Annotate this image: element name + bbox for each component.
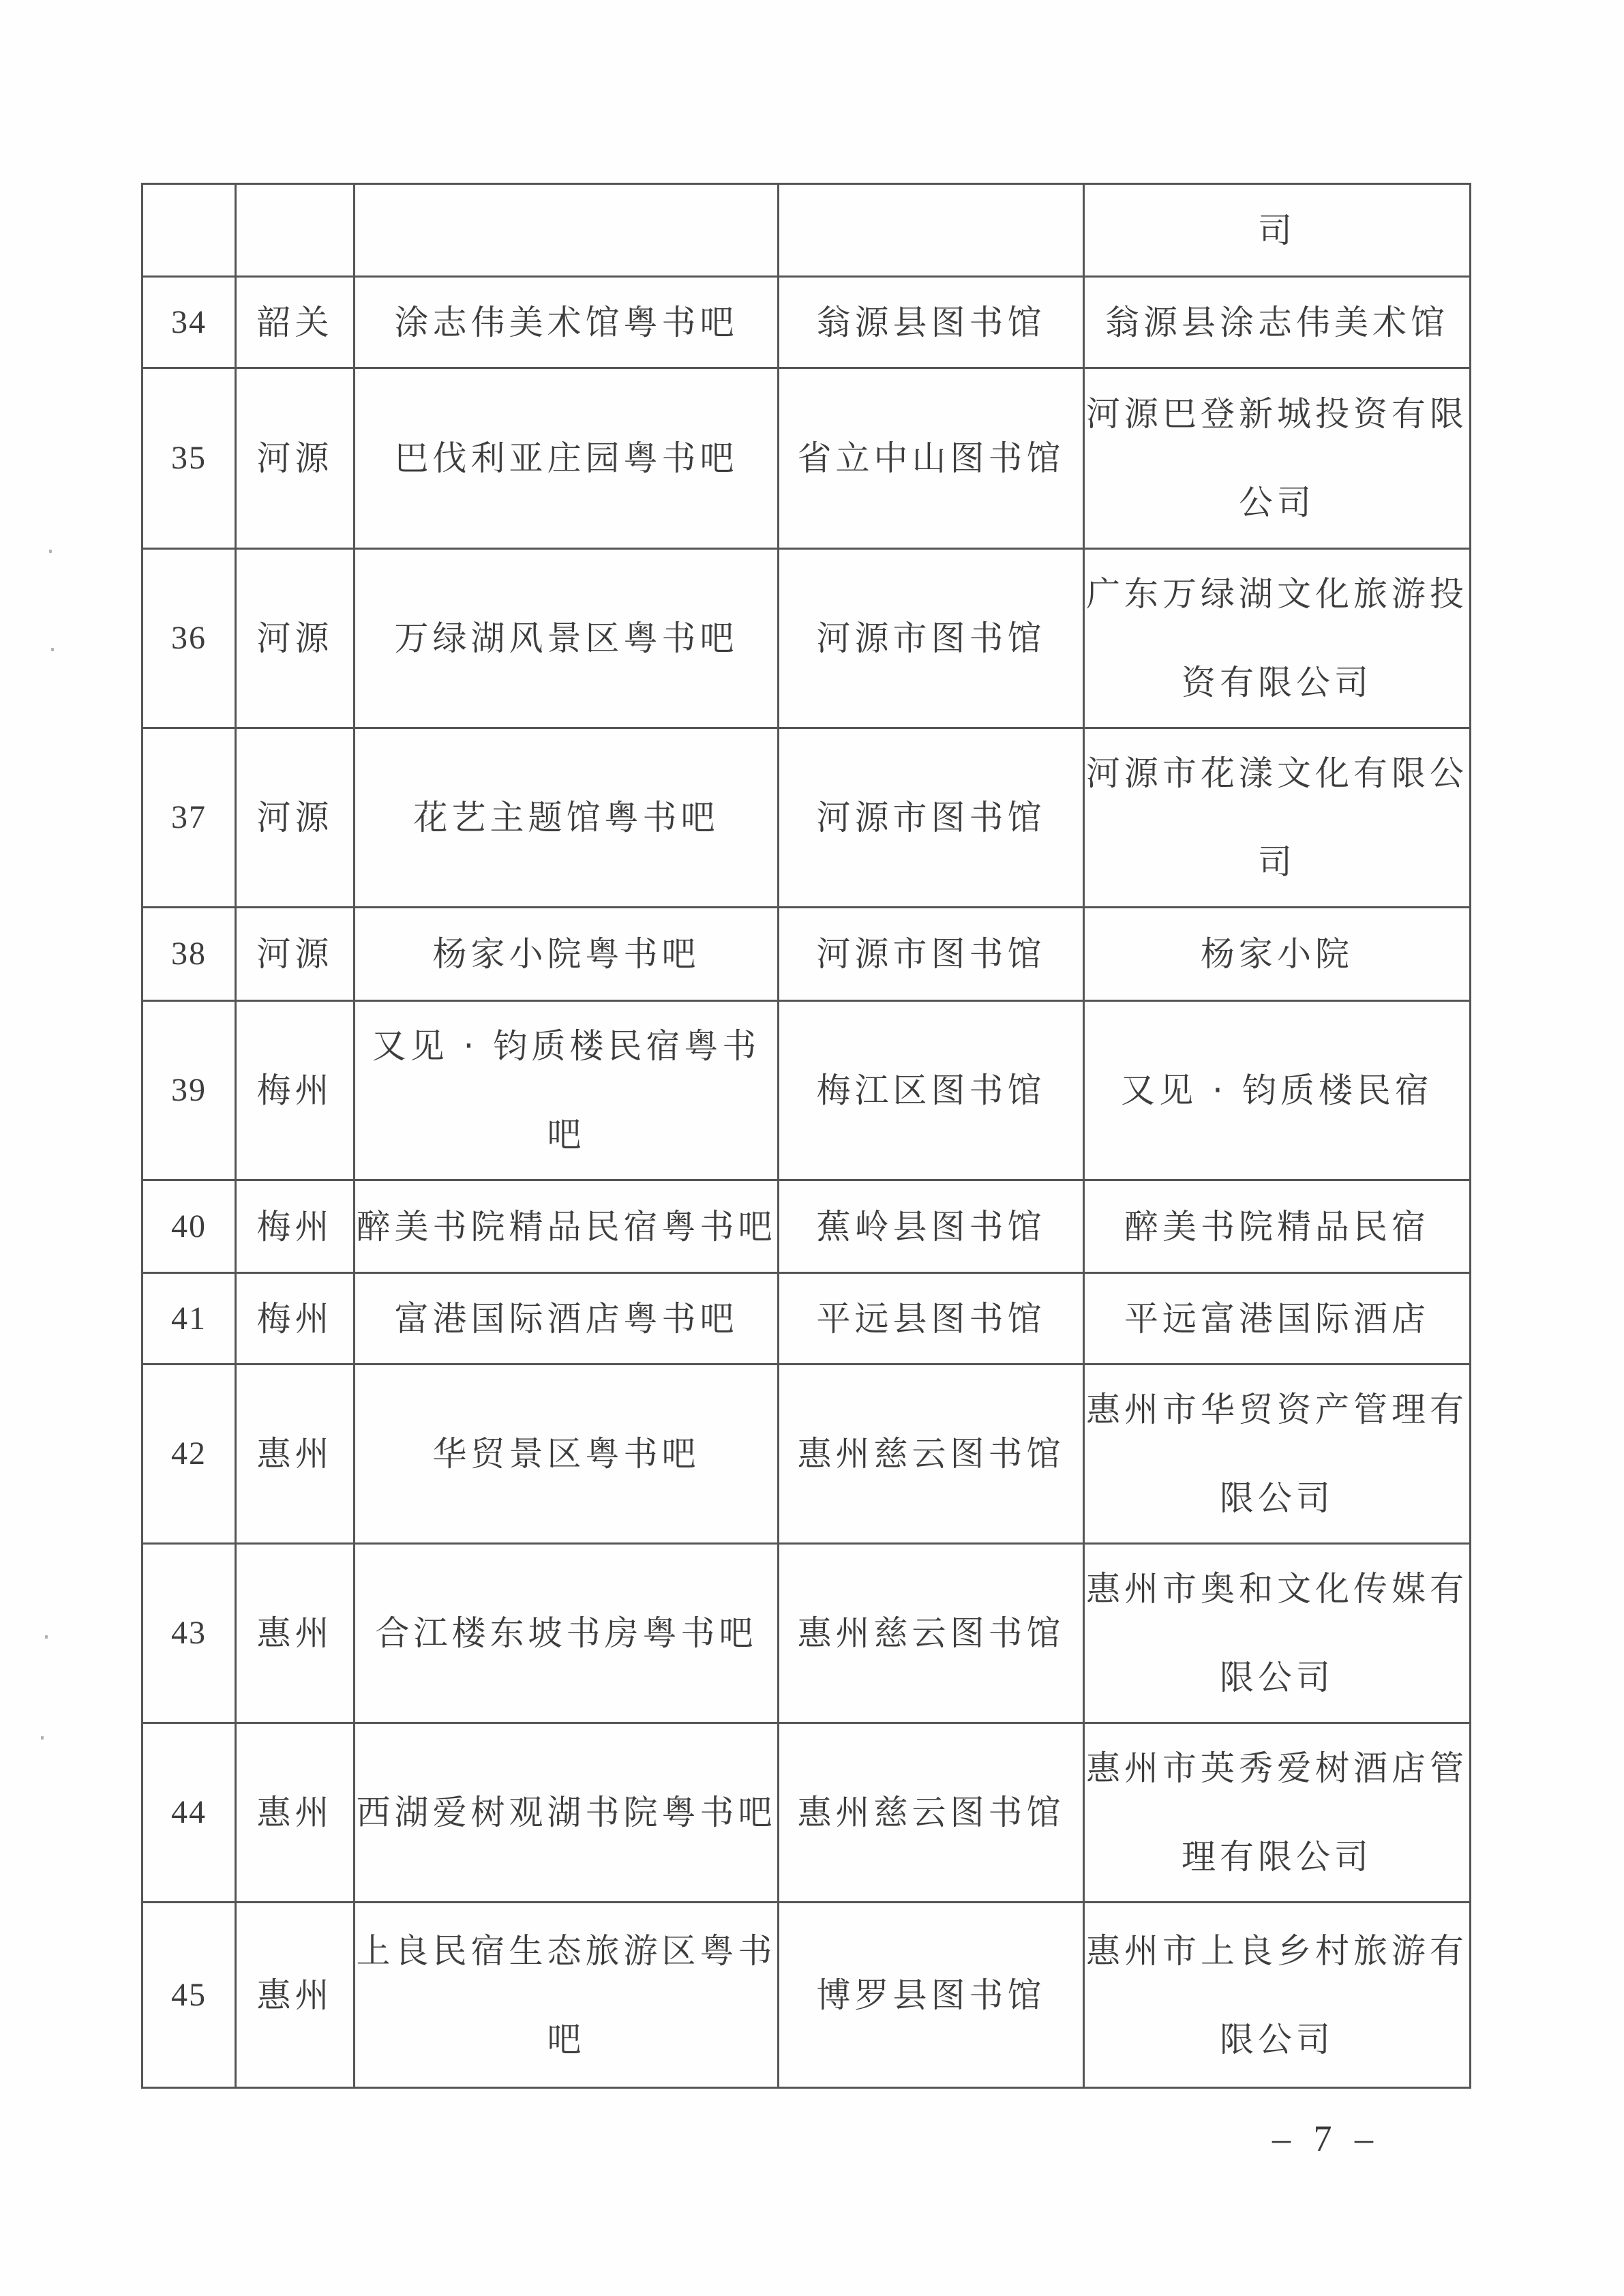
cell-city — [236, 908, 355, 1001]
cell-city-text: 韶关 — [256, 302, 333, 342]
table-row — [142, 728, 1471, 908]
cell-partner-line: 河源市花漾文化有限公 — [1086, 754, 1468, 793]
cell-city — [236, 1273, 355, 1365]
cell-library-text: 平远县图书馆 — [816, 1298, 1046, 1339]
cell-partner-line: 限公司 — [1220, 1478, 1334, 1518]
cell-partner — [1084, 1903, 1471, 2088]
cell-library — [779, 549, 1084, 728]
cell-partner-line: 司 — [1258, 842, 1296, 882]
cell-city — [236, 277, 355, 368]
cell-library-text: 博罗县图书馆 — [816, 1975, 1046, 2015]
cell-partner-line: 杨家小院 — [1201, 934, 1353, 974]
scan-speck — [41, 1736, 44, 1740]
cell-library-text: 惠州慈云图书馆 — [797, 1434, 1065, 1474]
table-row — [142, 1544, 1471, 1723]
cell-partner-line: 惠州市奥和文化传媒有 — [1086, 1569, 1468, 1609]
cell-library-text: 蕉岭县图书馆 — [816, 1206, 1046, 1247]
cell-number — [142, 908, 236, 1001]
cell-name — [355, 368, 779, 549]
cell-number — [142, 1544, 236, 1723]
cell-number — [142, 1001, 236, 1180]
cell-city-text: 惠州 — [256, 1793, 333, 1832]
cell-partner — [1084, 277, 1471, 368]
cell-library — [779, 1903, 1084, 2088]
page-number: – 7 – — [1272, 2118, 1380, 2159]
cell-partner-line: 翁源县涂志伟美术馆 — [1105, 302, 1449, 342]
cell-number — [142, 1273, 236, 1365]
cell-library-text: 河源市图书馆 — [816, 618, 1046, 658]
cell-library — [779, 1544, 1084, 1723]
cell-name — [355, 277, 779, 368]
cell-name-line: 醉美书院精品民宿粤书吧 — [356, 1206, 777, 1247]
cell-number-text: 44 — [171, 1794, 207, 1830]
cell-city-text: 惠州 — [256, 1434, 333, 1474]
cell-partner-line: 河源巴登新城投资有限 — [1086, 394, 1468, 434]
cell-name-line: 巴伐利亚庄园粤书吧 — [394, 438, 738, 478]
cell-city-text: 河源 — [256, 934, 333, 974]
table-row — [142, 1903, 1471, 2088]
cell-partner-line: 理有限公司 — [1182, 1837, 1372, 1877]
cell-partner-line: 又见 · 钧质楼民宿 — [1121, 1071, 1433, 1110]
cell-name-line: 花艺主题馆粤书吧 — [413, 798, 719, 837]
scan-speck — [45, 1635, 48, 1639]
cell-partner — [1084, 549, 1471, 728]
cell-partner-line: 惠州市华贸资产管理有 — [1086, 1390, 1468, 1429]
cell-library-text: 惠州慈云图书馆 — [797, 1793, 1065, 1832]
cell-library — [779, 277, 1084, 368]
cell-city — [236, 728, 355, 908]
cell-name — [355, 549, 779, 728]
cell-partner-line: 限公司 — [1220, 2019, 1334, 2059]
cell-name-line: 又见 · 钧质楼民宿粤书吧 — [372, 1026, 761, 1154]
cell-partner — [1084, 1273, 1471, 1365]
cell-library — [779, 728, 1084, 908]
table-row — [142, 908, 1471, 1001]
cell-library — [779, 368, 1084, 549]
cell-city-text: 梅州 — [256, 1071, 333, 1110]
cell-city — [236, 1001, 355, 1180]
cell-name-line: 合江楼东坡书房粤书吧 — [375, 1613, 757, 1653]
cell-number-text: 40 — [171, 1208, 207, 1244]
cell-name-line: 涂志伟美术馆粤书吧 — [394, 302, 738, 342]
cell-library — [779, 1180, 1084, 1273]
cell-partner-line: 醉美书院精品民宿 — [1124, 1206, 1430, 1247]
cell-name — [355, 1180, 779, 1273]
cell-number — [142, 549, 236, 728]
scan-speck — [49, 550, 52, 553]
cell-name — [355, 1544, 779, 1723]
book-bar-list-table — [141, 183, 1471, 2089]
cell-library — [779, 1001, 1084, 1180]
partner-tail: 司 — [1258, 210, 1296, 250]
cell-number-text: 43 — [171, 1615, 207, 1651]
cell-city — [236, 1723, 355, 1903]
cell-name-line: 杨家小院粤书吧 — [432, 934, 700, 974]
cell-partner-line: 惠州市英秀爱树酒店管 — [1086, 1748, 1468, 1788]
cell-city-text: 河源 — [256, 618, 333, 658]
cell-name-line: 西湖爱树观湖书院粤书吧 — [356, 1793, 777, 1832]
cell-city — [236, 1365, 355, 1544]
cell-name-line: 万绿湖风景区粤书吧 — [394, 618, 738, 658]
cell-name — [355, 1001, 779, 1180]
cell-number-text: 38 — [171, 936, 207, 972]
cell-name — [355, 1723, 779, 1903]
cell-library — [779, 184, 1084, 277]
cell-partner-line: 广东万绿湖文化旅游投 — [1086, 574, 1468, 614]
table-row — [142, 277, 1471, 368]
cell-partner — [1084, 1365, 1471, 1544]
cell-name-line: 富港国际酒店粤书吧 — [394, 1298, 738, 1339]
cell-library-text: 河源市图书馆 — [816, 798, 1046, 837]
cell-name — [355, 1365, 779, 1544]
cell-number-text: 36 — [171, 620, 207, 656]
cell-library-text: 省立中山图书馆 — [797, 438, 1065, 478]
cell-partner — [1084, 184, 1471, 277]
cell-city — [236, 549, 355, 728]
cell-partner — [1084, 1723, 1471, 1903]
cell-library-text: 惠州慈云图书馆 — [797, 1613, 1065, 1653]
cell-city-text: 惠州 — [256, 1613, 333, 1653]
table-row — [142, 1180, 1471, 1273]
cell-number-text: 42 — [171, 1435, 207, 1472]
cell-name — [355, 908, 779, 1001]
cell-number-text: 39 — [171, 1072, 207, 1108]
table-row — [142, 1723, 1471, 1903]
cell-city — [236, 184, 355, 277]
cell-partner — [1084, 1001, 1471, 1180]
cell-partner — [1084, 728, 1471, 908]
cell-city — [236, 1544, 355, 1723]
cell-city-text: 河源 — [256, 438, 333, 478]
cell-name — [355, 184, 779, 277]
cell-number — [142, 184, 236, 277]
cell-number — [142, 1723, 236, 1903]
cell-library — [779, 1365, 1084, 1544]
cell-partner — [1084, 1544, 1471, 1723]
cell-number — [142, 728, 236, 908]
cell-name — [355, 728, 779, 908]
cell-city-text: 梅州 — [256, 1206, 333, 1247]
cell-partner-line: 公司 — [1239, 483, 1315, 522]
cell-number-text: 35 — [171, 440, 207, 476]
cell-city-text: 惠州 — [256, 1975, 333, 2015]
cell-number-text: 34 — [171, 303, 207, 340]
cell-library-text: 梅江区图书馆 — [816, 1071, 1046, 1110]
cell-name — [355, 1903, 779, 2088]
table-row — [142, 549, 1471, 728]
cell-number — [142, 1180, 236, 1273]
cell-number — [142, 1365, 236, 1544]
cell-name-line: 华贸景区粤书吧 — [432, 1434, 700, 1474]
table-row-continued — [142, 184, 1471, 277]
cell-number-text: 37 — [171, 799, 207, 835]
cell-number — [142, 277, 236, 368]
cell-partner — [1084, 368, 1471, 549]
cell-library — [779, 1273, 1084, 1365]
cell-name-line: 吧 — [547, 2019, 586, 2059]
cell-city — [236, 1903, 355, 2088]
cell-name-line: 上良民宿生态旅游区粤书 — [356, 1930, 777, 1971]
cell-library-text: 翁源县图书馆 — [816, 302, 1046, 342]
cell-library — [779, 908, 1084, 1001]
cell-name — [355, 1273, 779, 1365]
cell-number-text: 41 — [171, 1300, 207, 1337]
cell-library — [779, 1723, 1084, 1903]
cell-partner-line: 资有限公司 — [1182, 663, 1372, 702]
table-row — [142, 368, 1471, 549]
cell-partner-line: 惠州市上良乡村旅游有 — [1086, 1930, 1468, 1971]
cell-library-text: 河源市图书馆 — [816, 934, 1046, 974]
scan-speck — [51, 648, 54, 651]
cell-number — [142, 1903, 236, 2088]
cell-city-text: 梅州 — [256, 1298, 333, 1339]
table-row — [142, 1273, 1471, 1365]
table-row — [142, 1365, 1471, 1544]
cell-number-text: 45 — [171, 1976, 207, 2013]
cell-city — [236, 1180, 355, 1273]
table-row — [142, 1001, 1471, 1180]
cell-city-text: 河源 — [256, 798, 333, 837]
cell-partner — [1084, 1180, 1471, 1273]
cell-partner — [1084, 908, 1471, 1001]
cell-number — [142, 368, 236, 549]
cell-partner-line: 平远富港国际酒店 — [1124, 1298, 1430, 1339]
cell-partner-line: 限公司 — [1220, 1658, 1334, 1697]
cell-city — [236, 368, 355, 549]
